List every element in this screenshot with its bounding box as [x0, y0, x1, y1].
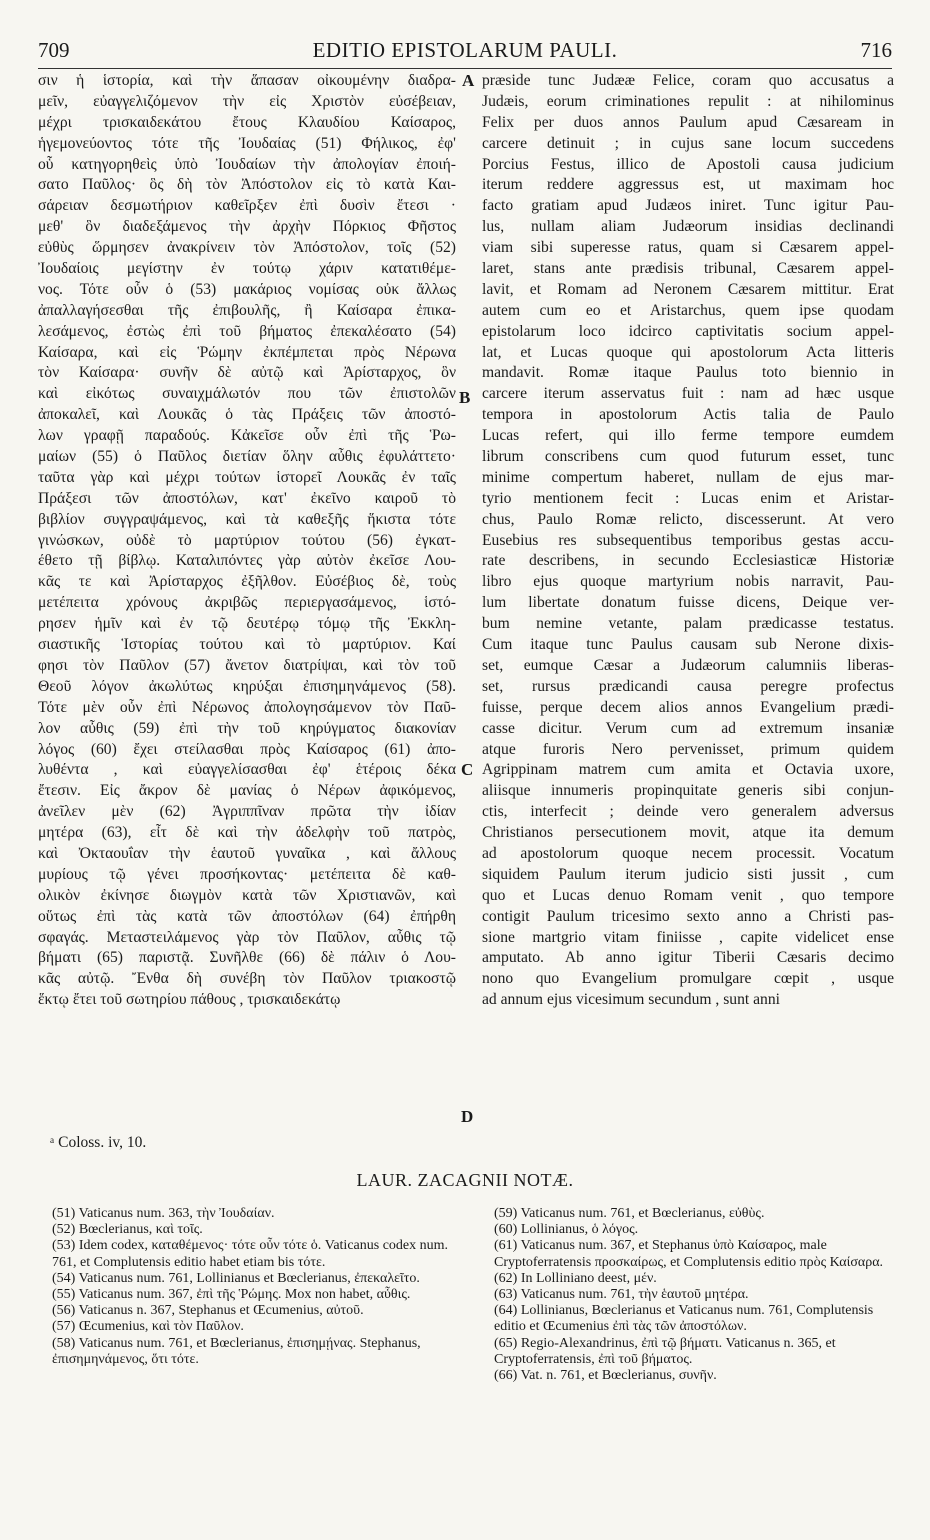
text-line: ρησεν ἡμῖν καὶ ἐν τῷ δευτέρῳ τόμῳ τῆς Ἐκκλη- — [38, 615, 456, 633]
text-line: viam sibi superesse ratus, quam si Cæsarem appel- — [482, 239, 894, 257]
text-line: Agrippinam matrem cum amita et Octavia uxore, — [482, 761, 894, 779]
text-line: Ἰουδαίοις μεγίστην ἐν τούτῳ χάριν κατατιθέμε- — [38, 260, 456, 278]
text-line: aliisque innumeris propinquitate generis sibi conjun- — [482, 782, 894, 800]
text-line: sione martgrio vitam finiisse , capite videlicet ense — [482, 928, 894, 946]
text-line: μεῖν, εὐαγγελιζόμενον τὴν εἰς Χριστὸν εὐσέβειαν, — [38, 92, 456, 110]
text-line: carcere detinuit ; in cujus sane locum succedens — [482, 134, 894, 152]
text-line: libro ejus quoque martyrium nobis narravit, Pau- — [482, 573, 894, 591]
text-line: ad annum ejus vicesimum secundum , sunt anni — [482, 991, 780, 1009]
text-line: σφαγάς. Μεταστειλάμενος γὰρ τὸν Παῦλον, αὖθις τῷ — [38, 928, 456, 946]
text-line: ἀνεῖλεν μὲν (62) Ἀγριππῖναν πρῶτα τὴν ἰδίαν — [38, 803, 456, 821]
note-entry: (66) Vat. n. 761, et Bœclerianus, συνῆν. — [494, 1368, 717, 1384]
text-line: μετέπειτα χρόνους ἀκριβῶς περιεργασάμενος, ἱστό- — [38, 594, 456, 612]
text-line: μυρίους τῷ γένει προσήκοντας· μετέπειτα δὲ καθ- — [38, 865, 456, 883]
text-line: bum nemine vetante, palam prædicasse testatus. — [482, 615, 894, 633]
text-line: οὗ κατηγορηθεὶς ὑπὸ Ἰουδαίων τὴν ἀπολογίαν ἐποιή- — [38, 155, 456, 173]
text-line: Porcius Festus, illico de Apostoli causa judicium — [482, 155, 894, 173]
text-line: lavit, et Romam ad Neronem Cæsarem mittitur. Erat — [482, 280, 894, 298]
text-line: fuisse, perque decem alios annos Evangelium prædi- — [482, 698, 894, 716]
text-line: set, eumque Cæsar a Judæorum calumniis liberas- — [482, 656, 894, 674]
note-entry: (57) Œcumenius, καὶ τὸν Παῦλον. — [52, 1319, 244, 1335]
note-entry: (59) Vaticanus num. 761, et Bœclerianus, εὐθὺς. — [494, 1206, 765, 1221]
text-line: οὕτως ἐπὶ τὰς κατὰ τῶν ἀποστόλων (64) ἐπήρθη — [38, 907, 456, 925]
text-line: Christianos persecutionem movit, atque ita demum — [482, 824, 894, 842]
text-line: λεσάμενος, ἐστὼς ἐπὶ τοῦ βήματος ἐπεκαλέσατο (54) — [38, 322, 456, 340]
note-entry: (65) Regio-Alexandrinus, ἐπὶ τῷ βήματι. Vaticanus n. 365, et Cryptoferratensis, ἐπὶ τοῦ βήματος. — [494, 1335, 836, 1367]
note-entry: (56) Vaticanus n. 367, Stephanus et Œcumenius, αὐτοῦ. — [52, 1303, 364, 1319]
notes-column-right — [494, 1206, 894, 1384]
text-line: casse dicitur. Verum cum ad extremum insaniæ — [482, 719, 894, 737]
text-line: φησι τὸν Παῦλον (57) ἄνετον διατρίψαι, καὶ τὸν τοῦ — [38, 656, 456, 674]
text-line: βήματι (65) παριστᾷ. Συνῆλθε (66) δὲ πάλιν ὁ Λου- — [38, 949, 456, 967]
column-marker-a: A — [462, 71, 475, 90]
text-line: εὐθὺς ὥρμησεν ἀνακρίνειν τὸν Ἀπόστολον, τοῖς (52) — [38, 239, 456, 257]
column-marker-c: C — [461, 760, 474, 779]
running-title: EDITIO EPISTOLARUM PAULI. — [312, 38, 618, 62]
latin-text-column — [482, 71, 894, 1011]
text-line: chus, Paulo Romæ relicto, discesserunt. At vero — [482, 510, 894, 528]
note-entry: (51) Vaticanus num. 363, τὴν Ἰουδαίαν. — [52, 1206, 275, 1221]
text-line: Καίσαρα, καὶ εἰς Ῥώμην ἐκπέμπεται πρὸς Νέρωνα — [38, 343, 456, 361]
text-line: σιν ἡ ἱστορία, καὶ τὴν ἅπασαν οἰκουμένην διαδρα- — [38, 72, 456, 89]
text-line: μεθ' ὃν διαδεξάμενος τὴν ἀρχὴν Πόρκιος Φῆστος — [38, 218, 456, 236]
column-marker-b: B — [459, 388, 471, 407]
header-rule — [38, 68, 892, 69]
text-line: autem cum eo et Aristarchus, quem ipse quodam — [482, 301, 894, 319]
text-line: rate describens, in secundo Ecclesiasticæ Historiæ — [482, 552, 894, 570]
text-line: carcere iterum asservatus fuit : nam ad hæc usque — [482, 385, 894, 403]
text-line: iterum reddere aggressus est, ut maximam hoc — [482, 176, 894, 194]
text-line: quo et Lucas denuo Romam venit , quo tempore — [482, 886, 894, 904]
text-line: contigit Paulum tricesimo sexto anno a Christi pas- — [482, 907, 894, 925]
text-line: præside tunc Judææ Felice, coram quo accusatus a — [482, 72, 894, 89]
text-line: καὶ εἰκότως συναιχμάλωτόν που τῶν ἐπιστολῶν — [38, 385, 456, 403]
text-line: κᾶς τε καὶ Ἀρίσταρχος ἐξῆλθον. Εὐσέβιος δὲ, τοὺς — [38, 573, 456, 591]
note-entry: (63) Vaticanus num. 761, τὴν ἑαυτοῦ μητέρα. — [494, 1287, 749, 1303]
text-line: librum conscribens cum quod futurum esset, tunc — [482, 448, 894, 466]
notes-heading: LAUR. ZACAGNII NOTÆ. — [356, 1170, 574, 1190]
text-line: τὸν Καίσαρα· συνῆν δὲ αὐτῷ καὶ Ἀρίσταρχος, ὃν — [38, 364, 456, 382]
text-line: minime compertum haberet, nullam de ejus mar- — [482, 468, 894, 486]
note-entry: (58) Vaticanus num. 761, et Bœclerianus, ἐπισημῄνας. Stephanus, ἐπισημηνάμενος, ὅτι τότε. — [52, 1335, 421, 1367]
text-line: nono quo Evangelium promulgare cœpit , usque — [482, 970, 894, 988]
footnote: ᵃ Coloss. iv, 10. — [50, 1134, 147, 1151]
text-line: βιβλίον συγγραψάμενος, καὶ τὰ καθεξῆς ἥκιστα τότε — [38, 510, 456, 528]
text-line: ταῦτα γὰρ καὶ μέχρι τούτων ἱστορεῖ Λουκᾶς ἐν ταῖς — [38, 468, 456, 486]
text-line: lum libertate donatum fuisse dicens, Deique ver- — [482, 594, 894, 612]
running-header — [38, 38, 892, 64]
text-line: siquidem Paulum iterum judicio sisti jussit , cum — [482, 865, 894, 883]
note-entry: (64) Lollinianus, Bœclerianus et Vaticanus num. 761, Complutensis editio et Œcumenius ἐπὶ τὰς τῶν ἀποστόλων. — [494, 1303, 874, 1335]
text-line: Eusebius res subsequentibus temporibus gestas accu- — [482, 531, 894, 549]
notes-column-left — [52, 1206, 452, 1368]
text-line: λυθέντα , καὶ εὐαγγελίσασθαι ἐφ' ἑτέροις δέκα — [38, 761, 456, 779]
text-line: ἀπαλλαγήσεσθαι τῆς ἐπιβουλῆς, ἢ Καίσαρα ἐπικα- — [38, 301, 456, 319]
page-number-right: 716 — [860, 38, 892, 62]
text-line: Πράξεσι τῶν ἀποστόλων, κατ' ἐκεῖνο καιροῦ τὸ — [38, 489, 456, 507]
text-line: ctis, interfecit ; deinde vero generalem adversus — [482, 803, 894, 821]
text-line: epistolarum loco idcirco captivitatis socium appel- — [482, 322, 894, 340]
note-entry: (53) Idem codex, καταθέμενος· τότε οὖν τότε ὁ. Vaticanus codex num. 761, et Complutensis editio habet etiam bis τότε. — [52, 1238, 449, 1270]
text-line: Felix per duos annos Paulum apud Cæsaream in — [482, 113, 894, 131]
greek-text-column — [38, 71, 456, 1011]
text-line: ἕκτῳ ἔτει τοῦ σωτηρίου πάθους , τρισκαιδεκάτῳ — [38, 991, 341, 1009]
text-line: Lucas refert, qui illo ferme tempore eumdem — [482, 427, 894, 445]
text-line: ολικὸν ἐκίνησε διωγμὸν κατὰ τῶν Χριστιανῶν, καὶ — [38, 886, 456, 904]
text-line: ad apostolorum quoque necem processit. Vocatum — [482, 844, 894, 862]
note-entry: (52) Bœclerianus, καὶ τοῖς. — [52, 1222, 203, 1238]
page-number-left: 709 — [38, 38, 70, 62]
text-line: lat, et Lucas quoque qui apostolorum Acta litteris — [482, 343, 894, 361]
text-line: Τότε μὲν οὖν ἐπὶ Νέρωνος ἀπολογησάμενον τὸν Παῦ- — [38, 698, 456, 716]
text-line: σατο Παῦλος· ὃς δὴ τὸν Ἀπόστολον εἰς τὸ κατὰ Και- — [38, 176, 456, 194]
text-line: ἔτεσιν. Εἰς ἄκρον δὲ μανίας ὁ Νέρων ἀφικόμενος, — [38, 782, 456, 800]
text-line: mandavit. Romæ itaque Paulus toto biennio in — [482, 364, 894, 382]
note-entry: (60) Lollinianus, ὁ λόγος. — [494, 1222, 639, 1238]
text-line: λόγος (60) ἔχει στείλασθαι πρὸς Καίσαρος (61) ἀπο- — [38, 740, 456, 758]
text-line: amputato. Ab anno igitur Tiberii Cæsaris decimo — [482, 949, 894, 967]
text-line: έθετο τῇ βίβλῳ. Καταλιπόντες γὰρ αὐτὸν ἐκεῖσε Λου- — [38, 552, 456, 570]
text-line: facto gratiam apud Judæos iniret. Tunc igitur Pau- — [482, 197, 894, 215]
column-marker-d: D — [461, 1107, 474, 1126]
text-line: μητέρα (63), εἶτ δὲ καὶ τὴν ἀδελφὴν τοῦ πατρὸς, — [38, 824, 456, 842]
text-line: Judæis, eorum criminationes repulit : at nihilominus — [482, 92, 894, 110]
text-line: λον αὖθις (59) ἐπὶ τὴν τοῦ κηρύγματος διακονίαν — [38, 719, 456, 737]
text-line: νος. Τότε οὖν ὁ (53) μακάριος νομίσας οὐκ ἄλλως — [38, 280, 456, 298]
text-line: σάρειαν δεσμωτήριον καθεῖρξεν ἐπὶ δυσὶν ἔτεσι · — [38, 197, 456, 215]
text-line: atque furoris Nero pervenisset, primum quidem — [482, 740, 894, 758]
text-line: Θεοῦ λόγον ἀκωλύτως κηρύξαι ἐπισημηνάμενος (58). — [38, 677, 456, 695]
text-line: λων γραφῇ παραδούς. Κἀκεῖσε οὖν ἐπὶ τῆς Ῥω- — [38, 427, 456, 445]
text-line: κᾶς αὐτῷ. Ἔνθα δὴ συνέβη τὸν Παῦλον τριακοστῷ — [38, 970, 456, 988]
note-entry: (61) Vaticanus num. 367, et Stephanus ὑπὸ Καίσαρος, male Cryptoferratensis προσκαίρως, et Complutensis editio πρὸς Καίσαρα. — [494, 1238, 884, 1270]
text-line: lus, nullam aliam Judæorum insidias declinandi — [482, 218, 894, 236]
text-line: γινώσκων, οὐδὲ τὸ μαρτύριον τούτου (56) ἐγκατ- — [38, 531, 456, 549]
text-line: Cum itaque tunc Paulus causam sub Nerone dixis- — [482, 636, 894, 654]
text-line: laret, stans ante prædisis tribunal, Cæsarem appel- — [482, 260, 894, 278]
text-line: σιαστικῆς Ἱστορίας τούτου καὶ τὸ μαρτύριον. Καί — [38, 636, 456, 654]
note-entry: (62) In Lolliniano deest, μέν. — [494, 1270, 657, 1286]
text-line: καὶ Ὀκταουΐαν τὴν ἑαυτοῦ γυναῖκα , καὶ ἄλλους — [38, 844, 456, 862]
text-line: ἡγεμονεύοντος τότε τῆς Ἰουδαίας (51) Φήλικος, ἐφ' — [38, 134, 456, 152]
text-line: ἀποκαλεῖ, καὶ Λουκᾶς ὁ τὰς Πράξεις τῶν ἀποστό- — [38, 406, 456, 424]
note-entry: (54) Vaticanus num. 761, Lollinianus et Bœclerianus, ἐπεκαλεῖτο. — [52, 1270, 420, 1286]
text-line: μαίων (55) ὁ Παῦλος διετίαν ὅλην αὖθις ἐφυλάττετο· — [38, 448, 456, 466]
note-entry: (55) Vaticanus num. 367, ἐπὶ τῆς Ῥώμης. Mox non habet, αὖθις. — [52, 1287, 411, 1303]
text-line: tempora in apostolorum Actis talia de Paulo — [482, 406, 894, 424]
text-line: tyrio mentionem fecit : Lucas enim et Aristar- — [482, 489, 894, 507]
text-line: μέχρι τρισκαιδεκάτου ἔτους Κλαυδίου Καίσαρος, — [38, 113, 456, 131]
text-line: set, rursus prædicandi causa peregre profectus — [482, 677, 894, 695]
